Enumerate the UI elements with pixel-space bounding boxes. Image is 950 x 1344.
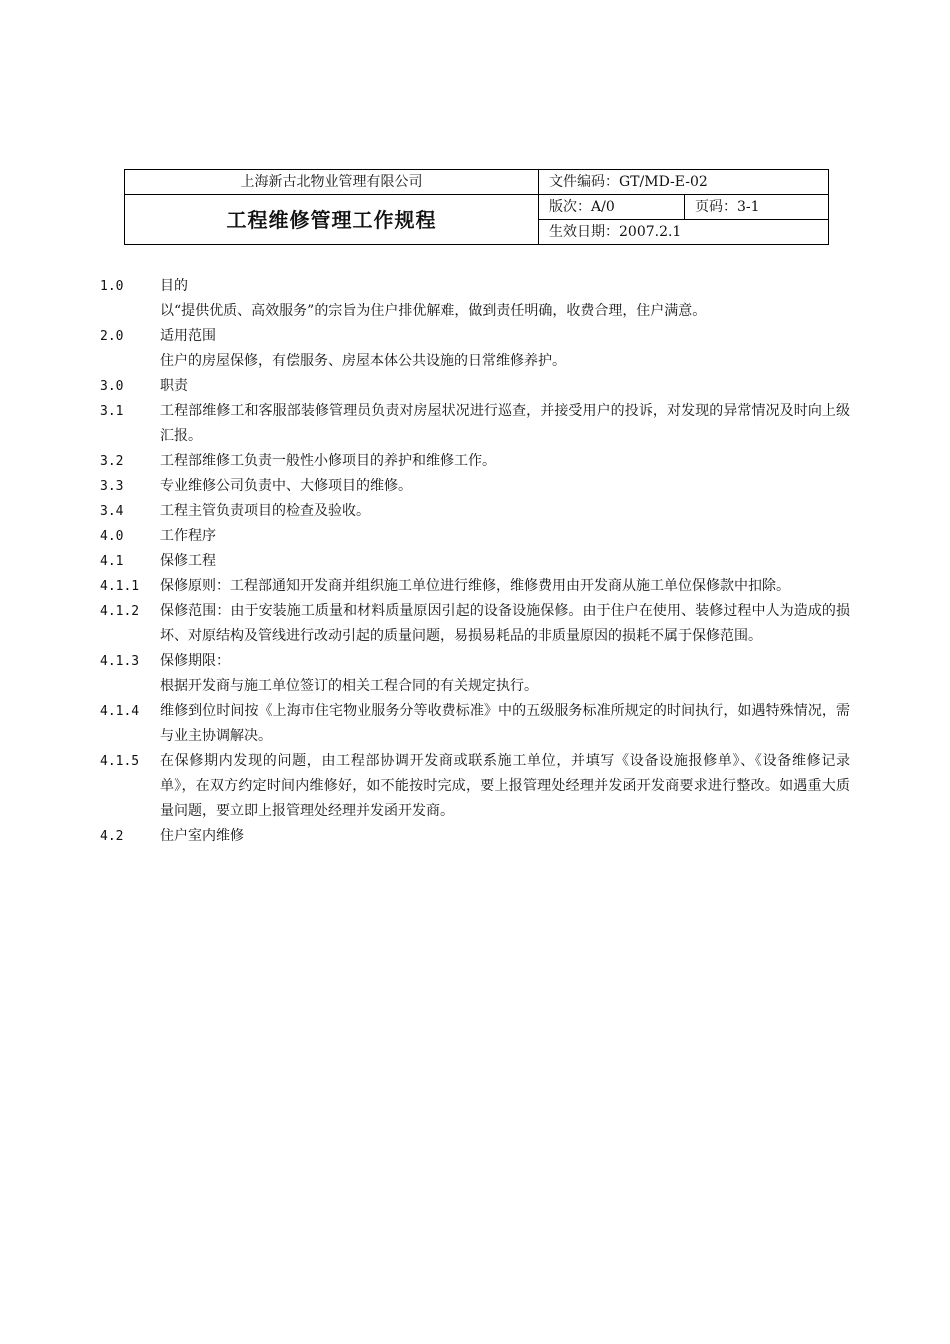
section-line — [100, 749, 850, 824]
page-number: 页码：3-1 — [685, 195, 829, 220]
section-line — [100, 299, 850, 324]
section-line — [100, 399, 850, 449]
section-text: 专业维修公司负责中、大修项目的维修。 — [160, 478, 412, 494]
section-text: 保修期限： — [160, 653, 230, 669]
section-number: 1.0 — [100, 279, 124, 294]
section-number: 4.1 — [100, 554, 124, 569]
section-number: 2.0 — [100, 329, 124, 344]
section-text: 工程主管负责项目的检查及验收。 — [160, 503, 370, 519]
document-body — [100, 274, 850, 849]
section-text: 工程部维修工和客服部装修管理员负责对房屋状况进行巡查，并接受用户的投诉，对发现的异常情况及时向上级汇报。 — [160, 403, 850, 444]
section-number — [100, 299, 160, 324]
section-text: 保修工程 — [160, 553, 216, 569]
section-line — [100, 674, 850, 699]
section-line — [100, 324, 850, 349]
section-number — [100, 349, 160, 374]
section-number: 4.1.2 — [100, 604, 140, 619]
section-text: 保修原则：工程部通知开发商并组织施工单位进行维修，维修费用由开发商从施工单位保修款中扣除。 — [160, 578, 790, 594]
section-text: 根据开发商与施工单位签订的相关工程合同的有关规定执行。 — [160, 678, 538, 694]
section-text: 目的 — [160, 278, 188, 294]
section-line — [100, 549, 850, 574]
section-text: 工作程序 — [160, 528, 216, 544]
section-number: 3.4 — [100, 504, 124, 519]
section-text: 维修到位时间按《上海市住宅物业服务分等收费标准》中的五级服务标准所规定的时间执行，如遇特殊情况，需与业主协调解决。 — [160, 703, 850, 744]
section-number: 4.1.1 — [100, 579, 140, 594]
section-line — [100, 699, 850, 749]
section-line — [100, 599, 850, 649]
effective-date: 生效日期：2007.2.1 — [539, 220, 829, 245]
section-number: 3.0 — [100, 379, 124, 394]
section-number — [100, 674, 160, 699]
section-number: 4.1.3 — [100, 654, 140, 669]
section-text: 住户室内维修 — [160, 828, 244, 844]
section-line — [100, 449, 850, 474]
section-text: 职责 — [160, 378, 188, 394]
section-line — [100, 649, 850, 674]
section-number: 4.1.4 — [100, 704, 140, 719]
document-code: 文件编码：GT/MD-E-02 — [539, 170, 829, 195]
section-number: 4.0 — [100, 529, 124, 544]
version-number: 版次：A/0 — [539, 195, 685, 220]
section-line — [100, 524, 850, 549]
section-line — [100, 574, 850, 599]
section-line — [100, 349, 850, 374]
section-line — [100, 274, 850, 299]
document-header-table — [124, 169, 829, 245]
section-line — [100, 374, 850, 399]
section-number: 4.1.5 — [100, 754, 140, 769]
section-line — [100, 474, 850, 499]
section-number: 4.2 — [100, 829, 124, 844]
section-text: 适用范围 — [160, 328, 216, 344]
section-number: 3.1 — [100, 404, 124, 419]
section-text: 工程部维修工负责一般性小修项目的养护和维修工作。 — [160, 453, 496, 469]
section-text: 保修范围：由于安装施工质量和材料质量原因引起的设备设施保修。由于住户在使用、装修过程中人为造成的损坏、对原结构及管线进行改动引起的质量问题，易损易耗品的非质量原因的损耗不属于保修范围。 — [160, 603, 850, 644]
company-name: 上海新古北物业管理有限公司 — [125, 170, 539, 195]
section-line — [100, 824, 850, 849]
section-text: 住户的房屋保修，有偿服务、房屋本体公共设施的日常维修养护。 — [160, 353, 566, 369]
section-text: 以“提供优质、高效服务”的宗旨为住户排优解难，做到责任明确，收费合理，住户满意。 — [160, 303, 707, 319]
document-title: 工程维修管理工作规程 — [125, 195, 539, 245]
section-number: 3.3 — [100, 479, 124, 494]
section-text: 在保修期内发现的问题，由工程部协调开发商或联系施工单位，并填写《设备设施报修单》、《设备维修记录单》，在双方约定时间内维修好，如不能按时完成，要上报管理处经理并发函开发商要求进行整改。如遇重大质量问题，要立即上报管理处经理并发函开发商。 — [160, 753, 850, 819]
section-number: 3.2 — [100, 454, 124, 469]
section-line — [100, 499, 850, 524]
